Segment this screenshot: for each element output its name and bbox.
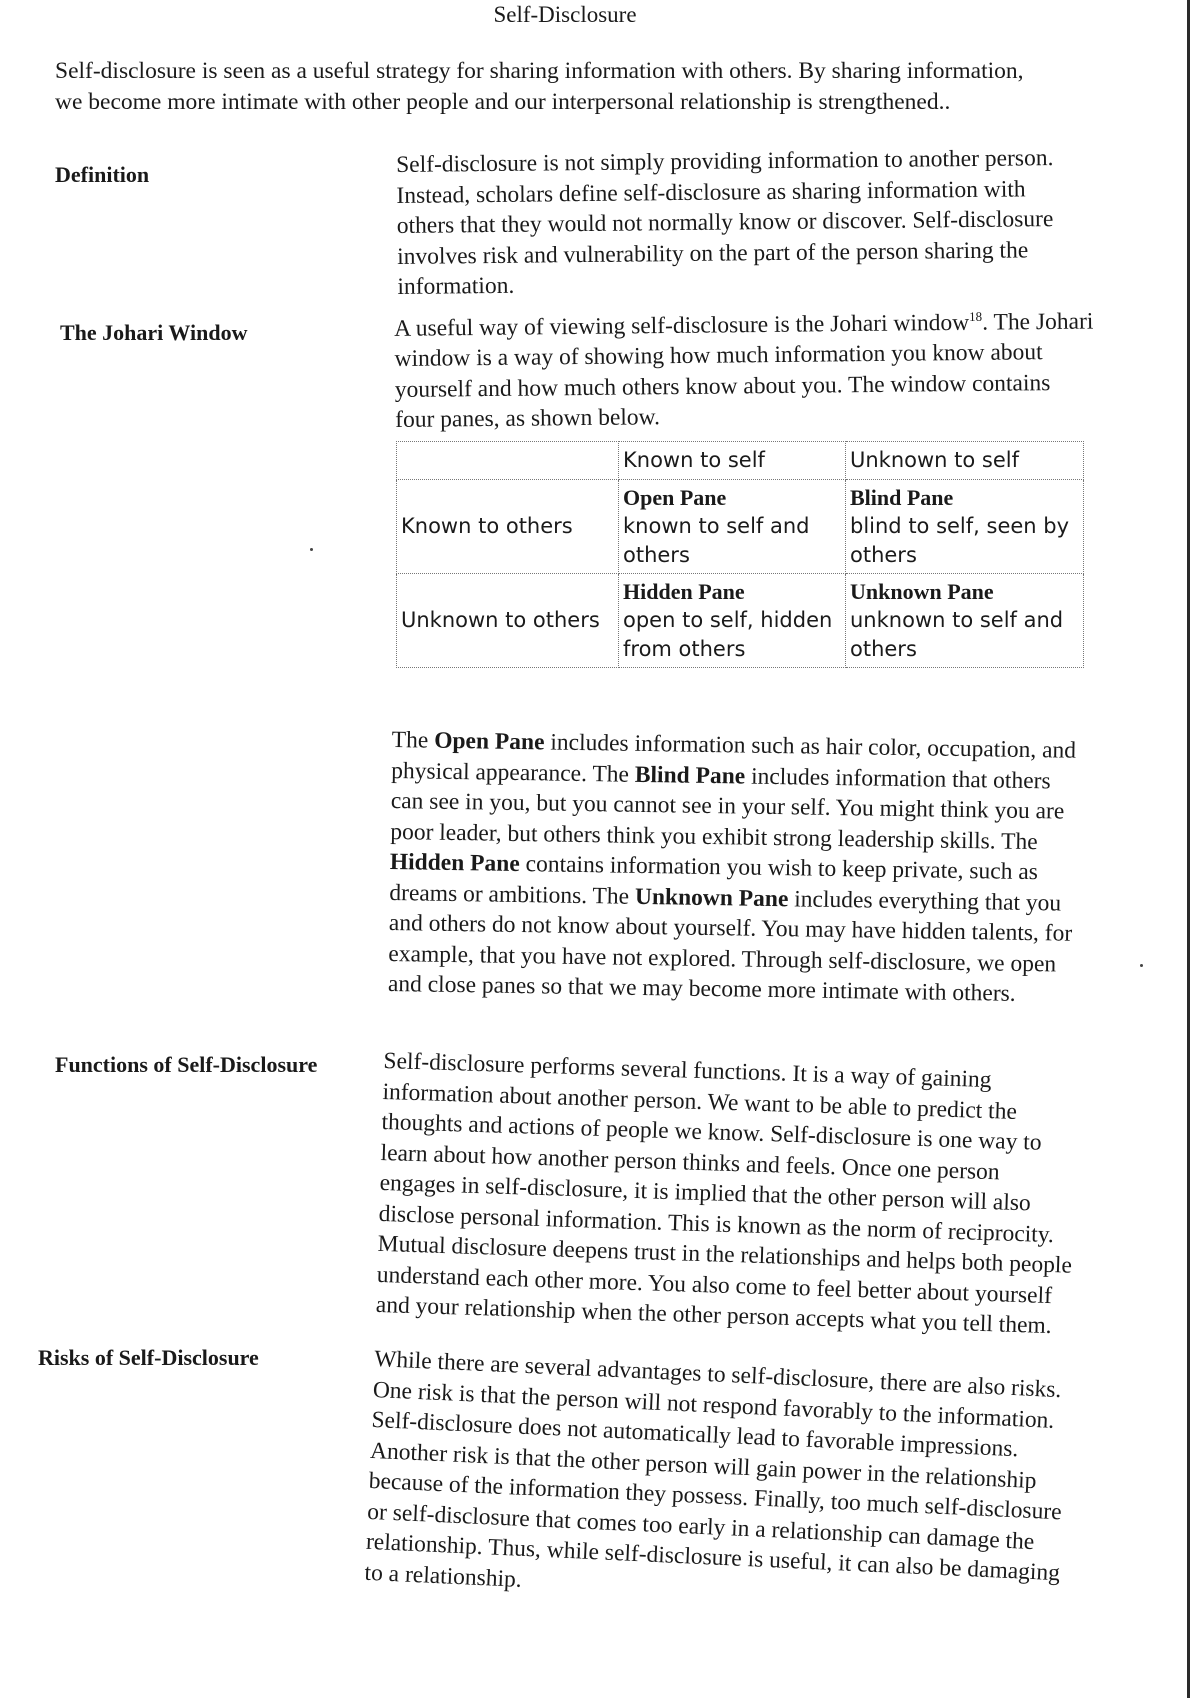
johari-text-end: . The Johari window is a way of showing how much information you know about yourself and how much others know about you. The window contains four panes, as shown below. [394,308,1094,434]
definition-paragraph: Self-disclosure is not simply providing information to another person. Instead, scholars define self-disclosure as sharing information with others that they would not normally know or discover. Self-disclosure involves risk and vulnerability on the part of the person sharing the information. [396,145,1054,300]
blind-pane-desc: blind to self, seen by others [850,514,1070,567]
row-header-unknown-to-others: Unknown to others [397,574,619,668]
panes-text-2: includes information such as hair color, occupation, and physical appearance. The [391,729,1077,788]
open-pane-cell [619,480,846,574]
table-header-row [397,442,1084,480]
table-corner-cell [397,442,619,480]
page-title: Self-Disclosure [493,2,637,27]
col-header-unknown-to-self: Unknown to self [846,442,1084,480]
panes-paragraph [388,725,1082,1010]
functions-paragraph: Self-disclosure performs several functions. It is a way of gaining information about another person. We want to be able to predict the thoughts and actions of people we know. Self-disclosure is one way to learn about how another person thinks and feels. Once one person engages in self-disclosure, it is implied that the other person will also disclose personal information. This is known as the norm of reciprocity. Mutual disclosure deepens trust in the relationships and helps both people understand each other more. You also come to feel better about yourself and your relationship when the other person accepts what you tell them. [375,1047,1073,1340]
johari-heading: The Johari Window [60,320,248,345]
table-row [397,574,1084,668]
row-header-known-to-others: Known to others [397,480,619,574]
hidden-pane-term: Hidden Pane [389,848,520,878]
unknown-pane-cell [846,574,1084,668]
panes-text-4: contains information you wish to keep private, such as dreams or ambitions. The [389,851,1039,910]
panes-text-5: includes everything that you and others do not know about yourself. You may have hidden talents, for example, that you have not explored. Through self-disclosure, we open and close panes so that we may become more intimate with others. [387,885,1073,1007]
blind-pane-term: Blind Pane [634,761,746,790]
col-header-known-to-self: Known to self [619,442,846,480]
unknown-pane-term: Unknown Pane [634,883,789,912]
scan-speck [1140,964,1143,967]
open-pane-term: Open Pane [433,727,545,756]
blind-pane-cell [846,480,1084,574]
panes-text-1: The [391,726,435,754]
open-pane-title: Open Pane [623,485,727,510]
unknown-pane-title: Unknown Pane [850,579,994,604]
definition-heading: Definition [55,162,150,187]
unknown-pane-desc: unknown to self and others [850,608,1064,661]
hidden-pane-cell [619,574,846,668]
scan-speck [310,548,313,551]
footnote-ref: 18 [969,308,983,324]
panes-text-3: includes information that others can see in you, but you cannot see in your self. You might think you are poor leader, but others think you exhibit strong leadership skills. The [390,763,1065,855]
johari-paragraph [394,301,1095,436]
functions-heading: Functions of Self-Disclosure [55,1052,318,1077]
table-row [397,480,1084,574]
risks-heading: Risks of Self-Disclosure [38,1345,259,1370]
blind-pane-title: Blind Pane [850,485,954,510]
risks-paragraph: While there are several advantages to self-disclosure, there are also risks. One risk is that the person will not respond favorably to the information. Self-disclosure does not automatically lead to favorable impressions. Another risk is that the other person will gain power in the relationship because of the information they possess. Finally, too much self-disclosure or self-disclosure that comes too early in a relationship can damage the relationship. Thus, while self-disclosure is useful, it can also be damaging to a relationship. [364,1345,1063,1593]
intro-paragraph: Self-disclosure is seen as a useful strategy for sharing information with others. By sharing information, we become more intimate with other people and our interpersonal relationship is strengthened.. [55,58,1024,115]
johari-window-table [396,441,1084,668]
page-edge-line [1187,0,1190,1698]
johari-text-start: A useful way of viewing self-disclosure is the Johari window [394,309,970,342]
hidden-pane-desc: open to self, hidden from others [623,608,833,661]
open-pane-desc: known to self and others [623,514,810,567]
hidden-pane-title: Hidden Pane [623,579,745,604]
